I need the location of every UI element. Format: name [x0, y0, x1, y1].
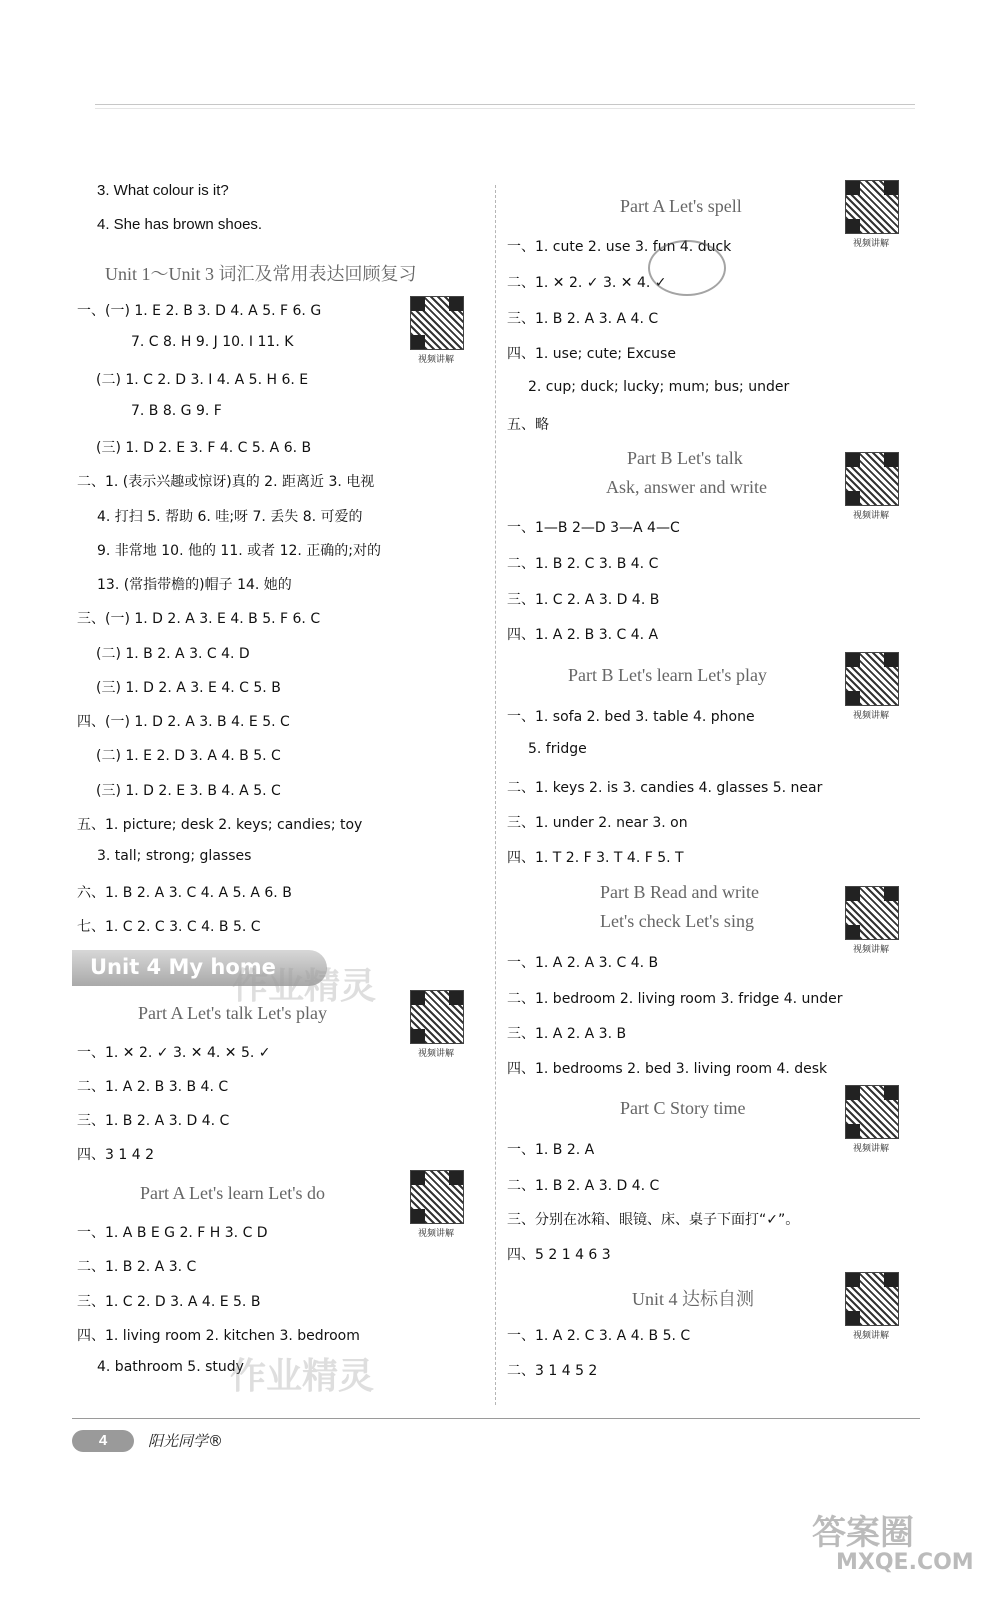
answer-line: 二、1. ✕ 2. ✓ 3. ✕ 4. ✓ [507, 275, 667, 291]
answer-line: 一、1. ✕ 2. ✓ 3. ✕ 4. ✕ 5. ✓ [77, 1045, 271, 1061]
section-heading: Part A Let's talk Let's play [138, 1003, 327, 1023]
watermark-text: 作业精灵 [230, 1356, 375, 1397]
answer-line: 三、1. B 2. A 3. D 4. C [77, 1113, 230, 1129]
answer-line: 一、1. A 2. C 3. A 4. B 5. C [507, 1328, 691, 1344]
corner-logo: 答案圈 [812, 1513, 914, 1553]
answer-line: 三、分别在冰箱、眼镜、床、桌子下面打“✓”。 [507, 1212, 800, 1228]
answer-line: 四、1. bedrooms 2. bed 3. living room 4. desk [507, 1061, 828, 1077]
answer-line: 三、1. A 2. A 3. B [507, 1026, 627, 1042]
answer-line: 四、(一) 1. D 2. A 3. B 4. E 5. C [77, 714, 290, 730]
answer-line: (二) 1. C 2. D 3. I 4. A 5. H 6. E [96, 372, 309, 388]
answer-line: 一、1. sofa 2. bed 3. table 4. phone [507, 709, 755, 725]
qr-caption: 视频讲解 [852, 1144, 889, 1154]
bottom-rule [72, 1418, 920, 1419]
section-subheading: Ask, answer and write [606, 477, 767, 497]
top-rule [95, 104, 915, 105]
answer-line: 一、1. A B E G 2. F H 3. C D [77, 1225, 268, 1241]
qr-caption: 视频讲解 [417, 1229, 454, 1239]
qr-code-icon [410, 1170, 464, 1224]
answer-line: 五、1. picture; desk 2. keys; candies; toy [77, 817, 363, 833]
qr-code-icon [845, 180, 899, 234]
section-heading: Part B Read and write [600, 882, 759, 902]
section-heading: Part B Let's talk [627, 448, 743, 468]
brand-logo: 阳光同学® [148, 1432, 224, 1450]
section-heading: Part C Story time [620, 1098, 746, 1118]
qr-code-icon [410, 990, 464, 1044]
qr-caption: 视频讲解 [852, 511, 889, 521]
qr-code-icon [845, 1272, 899, 1326]
qr-code-icon [845, 452, 899, 506]
answer-line: 二、1. B 2. A 3. C [77, 1259, 197, 1275]
answer-line: 二、1. (表示兴趣或惊讶)真的 2. 距离近 3. 电视 [77, 474, 375, 490]
answer-line: 3. What colour is it? [97, 182, 229, 199]
answer-line: 二、1. A 2. B 3. B 4. C [77, 1079, 229, 1095]
qr-caption: 视频讲解 [852, 239, 889, 249]
unit-banner-title: Unit 4 My home [90, 955, 276, 979]
page-number: 4 [72, 1430, 134, 1452]
qr-code-icon [410, 296, 464, 350]
answer-line: 7. B 8. G 9. F [131, 403, 222, 419]
answer-line: 三、1. C 2. A 3. D 4. B [507, 592, 660, 608]
answer-line: 7. C 8. H 9. J 10. I 11. K [131, 334, 294, 350]
answer-line: 四、1. use; cute; Excuse [507, 346, 676, 362]
section-heading: Unit 4 达标自测 [632, 1289, 755, 1309]
answer-line: 4. bathroom 5. study [97, 1359, 244, 1375]
answer-line: 2. cup; duck; lucky; mum; bus; under [528, 379, 790, 395]
top-rule-secondary [95, 108, 915, 109]
answer-line: 五、略 [507, 417, 549, 433]
section-subheading: Let's check Let's sing [600, 911, 754, 931]
answer-line: 四、1. A 2. B 3. C 4. A [507, 627, 659, 643]
answer-line: 一、1—B 2—D 3—A 4—C [507, 520, 680, 536]
answer-line: 4. She has brown shoes. [97, 216, 263, 233]
answer-line: 一、1. B 2. A [507, 1142, 595, 1158]
answer-line: 一、1. cute 2. use 3. fun 4. duck [507, 239, 732, 255]
answer-line: 二、1. B 2. A 3. D 4. C [507, 1178, 660, 1194]
answer-line: (三) 1. D 2. E 3. B 4. A 5. C [96, 783, 281, 799]
answer-line: 四、1. T 2. F 3. T 4. F 5. T [507, 850, 684, 866]
answer-line: 一、1. A 2. A 3. C 4. B [507, 955, 659, 971]
qr-caption: 视频讲解 [852, 1331, 889, 1341]
answer-line: (二) 1. E 2. D 3. A 4. B 5. C [96, 748, 281, 764]
watermark-text: 作业精灵 [232, 966, 377, 1007]
answer-line: 七、1. C 2. C 3. C 4. B 5. C [77, 919, 261, 935]
answer-line: 二、3 1 4 5 2 [507, 1363, 598, 1379]
section-heading: Part A Let's spell [620, 196, 742, 216]
answer-line: 9. 非常地 10. 他的 11. 或者 12. 正确的;对的 [97, 543, 382, 559]
section-heading: Part A Let's learn Let's do [140, 1183, 325, 1203]
answer-line: (三) 1. D 2. A 3. E 4. C 5. B [96, 680, 281, 696]
section-heading: Part B Let's learn Let's play [568, 665, 767, 685]
answer-line: 3. tall; strong; glasses [97, 848, 252, 864]
qr-code-icon [845, 886, 899, 940]
answer-line: 二、1. bedroom 2. living room 3. fridge 4. under [507, 991, 843, 1007]
answer-line: 三、1. under 2. near 3. on [507, 815, 688, 831]
answer-line: 一、(一) 1. E 2. B 3. D 4. A 5. F 6. G [77, 303, 322, 319]
answer-line: 三、(一) 1. D 2. A 3. E 4. B 5. F 6. C [77, 611, 321, 627]
answer-line: 四、1. living room 2. kitchen 3. bedroom [77, 1328, 360, 1344]
answer-line: 四、5 2 1 4 6 3 [507, 1247, 611, 1263]
answer-line: 4. 打扫 5. 帮助 6. 哇;呀 7. 丢失 8. 可爱的 [97, 509, 363, 525]
answer-line: 三、1. B 2. A 3. A 4. C [507, 311, 659, 327]
answer-line: 六、1. B 2. A 3. C 4. A 5. A 6. B [77, 885, 292, 901]
qr-caption: 视频讲解 [852, 945, 889, 955]
answer-line: 三、1. C 2. D 3. A 4. E 5. B [77, 1294, 261, 1310]
qr-code-icon [845, 1085, 899, 1139]
answer-line: (二) 1. B 2. A 3. C 4. D [96, 646, 250, 662]
qr-caption: 视频讲解 [417, 355, 454, 365]
answer-line: 13. (常指带檐的)帽子 14. 她的 [97, 577, 292, 593]
qr-caption: 视频讲解 [417, 1049, 454, 1059]
corner-url: MXQE.COM [836, 1550, 974, 1575]
column-divider [495, 185, 496, 1405]
stamp-seal-icon [648, 240, 726, 296]
answer-line: 5. fridge [528, 741, 587, 757]
section-heading-review: Unit 1～Unit 3 词汇及常用表达回顾复习 [105, 264, 417, 284]
answer-line: 二、1. keys 2. is 3. candies 4. glasses 5. near [507, 780, 823, 796]
answer-line: 四、3 1 4 2 [77, 1147, 154, 1163]
qr-caption: 视频讲解 [852, 711, 889, 721]
answer-line: (三) 1. D 2. E 3. F 4. C 5. A 6. B [96, 440, 312, 456]
answer-line: 二、1. B 2. C 3. B 4. C [507, 556, 659, 572]
qr-code-icon [845, 652, 899, 706]
